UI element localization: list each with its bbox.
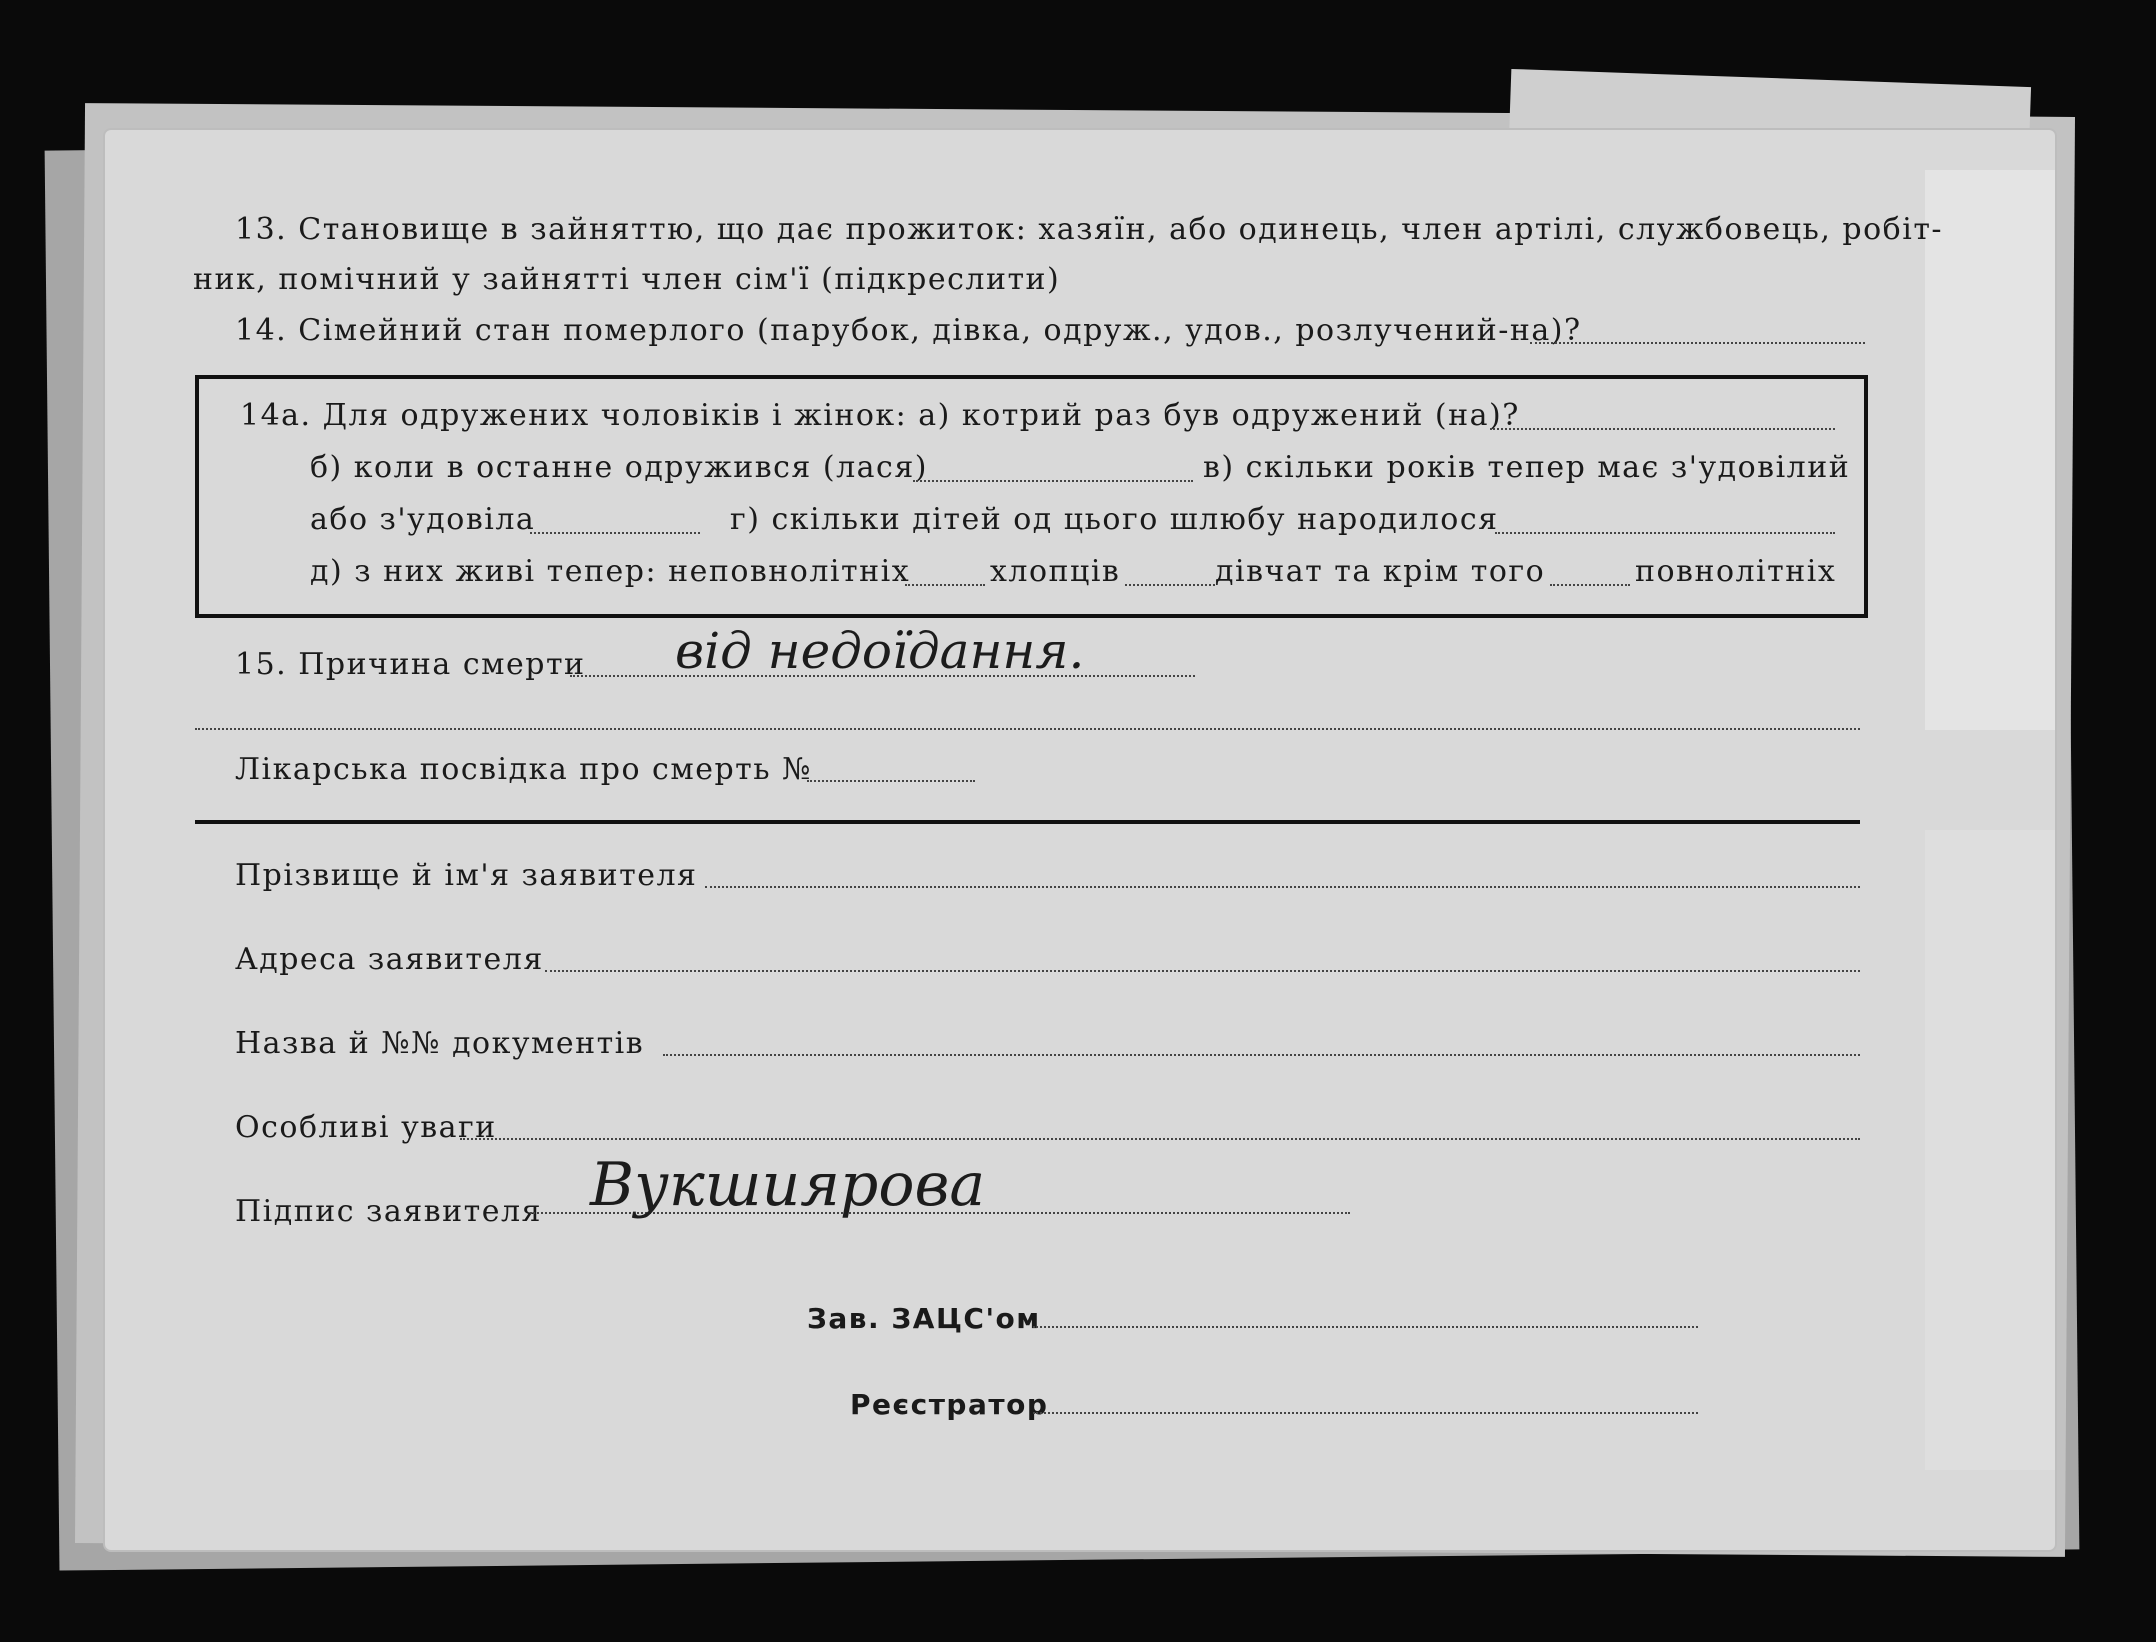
question-15-label: 15. Причина смерти [235,647,586,682]
documents-answer-line [663,1054,1860,1056]
question-13-line-1: 13. Становище в зайняттю, що дає прожиток: хазяїн, або одинець, член артілі, службовець, робіт- [235,212,1944,247]
question-14a-girls-answer-line [1550,584,1630,586]
applicant-address-answer-line [545,970,1860,972]
question-14a-g: г) скільки дітей од цього шлюбу народилося [730,502,1499,537]
documents-label: Назва й №№ документів [235,1026,645,1061]
question-14a-g-answer-line [1495,532,1835,534]
torn-edge-upper [1925,170,2055,730]
question-14a-girls: дівчат та крім того [1215,554,1546,589]
question-14a-abo-answer-line [530,532,700,534]
question-14a-abo: або з'удовіла [310,502,536,537]
question-14a-b-answer-line [913,480,1193,482]
section-divider [195,820,1860,824]
question-14a-v: в) скільки років тепер має з'удовілий [1203,450,1851,485]
applicant-name-label: Прізвище й ім'я заявителя [235,858,698,893]
medical-certificate-label: Лікарська посвідка про смерть № [235,752,813,787]
applicant-address-label: Адреса заявителя [235,942,544,977]
question-14a-line-1: 14а. Для одружених чоловіків і жінок: а) котрий раз був одружений (на)? [240,398,1520,433]
question-14: 14. Сімейний стан померлого (парубок, дівка, одруж., удов., розлучений-на)? [235,313,1582,348]
question-15-second-line [195,728,1860,730]
question-14a-adults: повнолітніх [1635,554,1837,589]
signature-label: Підпис заявителя [235,1194,542,1229]
question-14a-boys: хлопців [990,554,1121,589]
medical-certificate-answer-line [807,780,975,782]
head-zags-answer-line [1033,1326,1698,1328]
remarks-label: Особливі уваги [235,1110,497,1145]
cause-of-death-handwritten: від недоїдання. [675,622,1085,680]
death-record-form-page [105,130,2055,1550]
question-14a-minors-answer-line [905,584,985,586]
question-14a-b: б) коли в останне одружився (лася) [310,450,928,485]
question-14a-boys-answer-line [1125,584,1215,586]
question-14a-a-answer-line [1490,428,1835,430]
applicant-name-answer-line [705,886,1860,888]
question-13-line-2: ник, помічний у зайнятті член сім'ї (підкреслити) [193,262,1061,297]
registrar-answer-line [1033,1412,1698,1414]
applicant-signature: Вукшиярова [590,1150,986,1220]
question-14-answer-line [1530,342,1865,344]
question-14a-d: д) з них живі тепер: неповнолітніх [310,554,911,589]
head-zags-label: Зав. ЗАЦС'ом [807,1302,1041,1335]
remarks-answer-line [460,1138,1860,1140]
torn-edge-lower [1925,830,2055,1470]
registrar-label: Реєстратор [850,1388,1049,1421]
